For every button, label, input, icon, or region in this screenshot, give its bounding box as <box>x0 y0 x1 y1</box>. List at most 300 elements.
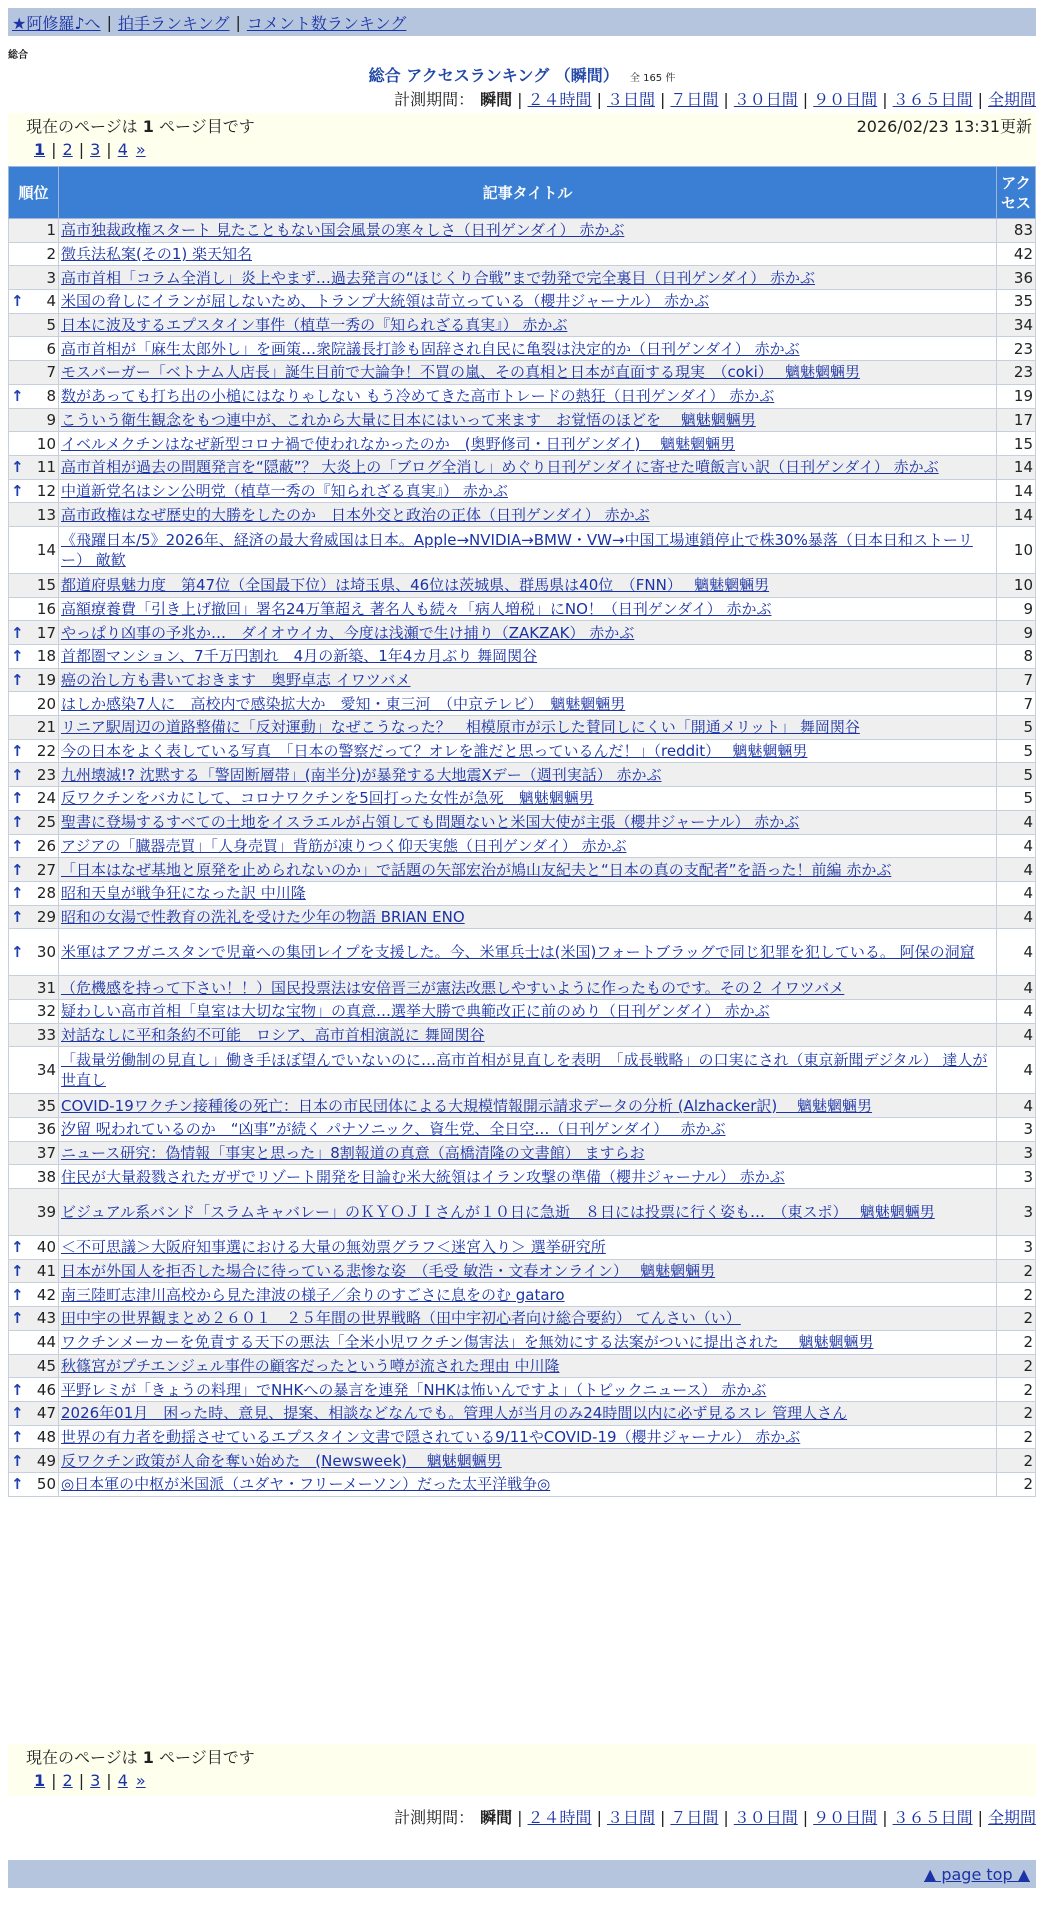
status-box-bottom <box>8 1744 1036 1796</box>
article-link[interactable]: 昭和の女湯で性教育の洗礼を受けた少年の物語 BRIAN ENO <box>61 907 465 926</box>
period-option[interactable]: ３０日間 <box>733 1808 798 1827</box>
article-link[interactable]: 日本に波及するエプスタイン事件（植草一秀の『知られざる真実』） 赤かぶ <box>61 316 568 335</box>
access-count: 2 <box>997 1307 1036 1331</box>
rank-number: 16 <box>36 599 56 618</box>
article-link[interactable]: モスバーガー「ベトナム人店長」誕生目前で大論争！不買の嵐、その真相と日本が直面する現実 （coki） 魑魅魍魎男 <box>61 363 861 382</box>
article-link[interactable]: 「裁量労働制の見直し」働き手ほぼ望んでいないのに…高市首相が見直しを表明 「成長戦略」の口実にされ（東京新聞デジタル） 達人が世直し <box>61 1051 988 1090</box>
rank-cell <box>9 1023 59 1047</box>
article-link[interactable]: 米国の脅しにイランが屈しないため、トランプ大統領は苛立っている（櫻井ジャーナル） 赤かぶ <box>61 292 710 311</box>
article-link[interactable]: 《飛躍日本/5》2026年、経済の最大脅威国は日本。Apple→NVIDIA→BMW・VW→中国工場連鎖停止で株30%暴落（日本日和ストーリー） 敵歓 <box>61 530 973 569</box>
article-link[interactable]: 九州壊滅!? 沈黙する「警固断層帯」(南半分)が暴発する大地震Xデー（週刊実話） 赤かぶ <box>61 765 662 784</box>
rank-cell <box>9 692 59 716</box>
table-row <box>9 1094 1036 1118</box>
title-cell <box>59 573 997 597</box>
header-access: アクセス <box>997 167 1036 219</box>
rank-cell <box>9 999 59 1023</box>
rank-number: 44 <box>36 1333 56 1352</box>
rank-cell <box>9 219 59 243</box>
period-option[interactable]: 全期間 <box>987 1808 1036 1827</box>
rank-number: 29 <box>36 907 56 926</box>
rank-up-arrow-icon: ↑ <box>11 765 24 784</box>
rank-up-arrow-icon: ↑ <box>11 671 24 690</box>
rank-cell <box>9 1425 59 1449</box>
footer-bar <box>8 1860 1036 1888</box>
rank-cell <box>9 1236 59 1260</box>
current-page-text: 現在のページは 1 ページ目です <box>26 1747 255 1767</box>
title-cell <box>59 810 997 834</box>
access-count: 10 <box>997 573 1036 597</box>
pagination-page[interactable]: 1 <box>34 139 46 159</box>
rank-number: 33 <box>36 1025 56 1044</box>
rank-up-arrow-icon: ↑ <box>11 1309 24 1328</box>
table-row <box>9 1236 1036 1260</box>
rank-cell <box>9 1094 59 1118</box>
period-separator: | <box>659 90 666 109</box>
period-option[interactable]: ３日間 <box>606 1808 655 1827</box>
title-cell <box>59 1236 997 1260</box>
table-row <box>9 1047 1036 1094</box>
table-row <box>9 881 1036 905</box>
table-row <box>9 242 1036 266</box>
article-link[interactable]: 汐留 呪われているのか “凶事”が続く パナソニック、資生党、全日空…（日刊ゲンダイ） 赤かぶ <box>61 1120 726 1139</box>
period-option[interactable]: ２４時間 <box>527 1808 592 1827</box>
access-count: 3 <box>997 1118 1036 1142</box>
rank-number: 43 <box>36 1309 56 1328</box>
article-link[interactable]: 反ワクチン政策が人命を奪い始めた (Newsweek) 魑魅魍魎男 <box>61 1451 502 1470</box>
ranking-table <box>8 166 1036 1497</box>
rank-number: 17 <box>36 623 56 642</box>
title-cell <box>59 1047 997 1094</box>
access-count: 42 <box>997 242 1036 266</box>
rank-up-arrow-icon: ↑ <box>11 1380 24 1399</box>
article-link[interactable]: はしか感染7人に 高校内で感染拡大か 愛知・東三河 （中京テレビ） 魑魅魍魎男 <box>61 694 626 713</box>
total-count: 全 165 件 <box>629 73 676 84</box>
article-link[interactable]: やっぱり凶事の予兆か… ダイオウイカ、今度は浅瀬で生け捕り（ZAKZAK） 赤かぶ <box>61 623 635 642</box>
nav-link-asyura[interactable]: ★阿修羅♪へ <box>12 13 101 33</box>
period-separator: | <box>977 90 983 109</box>
rank-up-arrow-icon: ↑ <box>11 813 24 832</box>
table-row <box>9 503 1036 527</box>
title-cell <box>59 929 997 976</box>
rank-cell <box>9 503 59 527</box>
access-count: 2 <box>997 1425 1036 1449</box>
access-count: 2 <box>997 1449 1036 1473</box>
table-row <box>9 1259 1036 1283</box>
rank-number: 20 <box>36 694 56 713</box>
period-separator: | <box>977 1808 983 1827</box>
title-cell <box>59 1378 997 1402</box>
table-row <box>9 290 1036 314</box>
title-cell <box>59 716 997 740</box>
rank-number: 46 <box>36 1380 56 1399</box>
rank-number: 48 <box>36 1427 56 1446</box>
rank-up-arrow-icon: ↑ <box>11 481 24 500</box>
rank-cell <box>9 1401 59 1425</box>
access-count: 19 <box>997 384 1036 408</box>
rank-up-arrow-icon: ↑ <box>11 943 24 962</box>
title-cell <box>59 1425 997 1449</box>
rank-number: 41 <box>36 1262 56 1281</box>
rank-cell <box>9 645 59 669</box>
article-link[interactable]: こういう衛生観念をもつ連中が、これから大量に日本にはいって来ます お覚悟のほどを 魑魅魍魎男 <box>61 410 756 429</box>
access-count: 14 <box>997 503 1036 527</box>
access-count: 4 <box>997 1047 1036 1094</box>
pagination-next[interactable]: » <box>135 1770 146 1790</box>
article-link[interactable]: 中道新党名はシン公明党（植草一秀の『知られざる真実』） 赤かぶ <box>61 481 508 500</box>
access-count: 5 <box>997 787 1036 811</box>
table-row <box>9 1141 1036 1165</box>
nav-link-comment-ranking[interactable]: コメント数ランキング <box>246 13 407 33</box>
article-link[interactable]: 「日本はなぜ基地と原発を止められないのか」で話題の矢部宏治が鳩山友紀夫と“日本の真の支配者”を語った！前編 赤かぶ <box>61 860 892 879</box>
title-cell <box>59 1165 997 1189</box>
header-rank: 順位 <box>9 167 59 219</box>
table-row <box>9 692 1036 716</box>
table-row <box>9 455 1036 479</box>
period-label: 計測期間： <box>394 1808 475 1827</box>
rank-number: 26 <box>36 836 56 855</box>
article-link[interactable]: 高市首相が「麻生太郎外し」を画策…衆院議長打診も固辞され自民に亀裂は決定的か（日刊ゲンダイ） 赤かぶ <box>61 339 800 358</box>
article-link[interactable]: 徴兵法私案(その1) 楽天知名 <box>61 245 253 264</box>
rank-cell <box>9 1449 59 1473</box>
access-count: 7 <box>997 668 1036 692</box>
access-count: 4 <box>997 905 1036 929</box>
rank-up-arrow-icon: ↑ <box>11 458 24 477</box>
title-cell <box>59 1141 997 1165</box>
period-separator: | <box>882 1808 888 1827</box>
article-link[interactable]: 高額療養費「引き上げ撤回」署名24万筆超え 著名人も続々「病人増税」にNO！（日刊ゲンダイ） 赤かぶ <box>61 599 772 618</box>
table-row <box>9 266 1036 290</box>
table-row <box>9 1378 1036 1402</box>
rank-up-arrow-icon: ↑ <box>11 884 24 903</box>
table-row <box>9 976 1036 1000</box>
pagination-page[interactable]: 2 <box>62 139 73 159</box>
title-cell <box>59 361 997 385</box>
period-separator: | <box>802 1808 809 1827</box>
rank-cell <box>9 1472 59 1496</box>
table-row <box>9 337 1036 361</box>
article-link[interactable]: 数があっても打ち出の小槌にはなりゃしない もう冷めてきた高市トレードの熱狂（日刊ゲンダイ） 赤かぶ <box>61 387 775 406</box>
pagination-separator: | <box>51 139 57 159</box>
access-count: 9 <box>997 621 1036 645</box>
rank-number: 39 <box>36 1203 56 1222</box>
rank-cell <box>9 526 59 573</box>
article-link[interactable]: 平野レミが「きょうの料理」でNHKへの暴言を連発「NHKは怖いんですよ」（トピックニュース） 赤かぶ <box>61 1380 767 1399</box>
title-cell <box>59 432 997 456</box>
rank-cell <box>9 242 59 266</box>
table-row <box>9 1354 1036 1378</box>
access-count: 3 <box>997 1236 1036 1260</box>
rank-number: 6 <box>46 339 56 358</box>
rank-number: 21 <box>36 718 56 737</box>
table-row <box>9 905 1036 929</box>
rank-cell <box>9 1141 59 1165</box>
access-count: 83 <box>997 219 1036 243</box>
table-row <box>9 1189 1036 1236</box>
rank-number: 34 <box>36 1061 56 1080</box>
period-separator: | <box>723 1808 729 1827</box>
article-link[interactable]: 米軍はアフガニスタンで児童への集団レイプを支援した。今、米軍兵士は(米国)フォートブラッグで同じ犯罪を犯している。 阿保の洞窟 <box>61 943 975 962</box>
rank-cell <box>9 1330 59 1354</box>
rank-number: 32 <box>36 1002 56 1021</box>
period-option[interactable]: ３０日間 <box>733 90 798 109</box>
article-link[interactable]: ニュース研究：偽情報「事実と思った」8割報道の真意（高橋清隆の文書館） ますらお <box>61 1144 645 1163</box>
rank-number: 45 <box>36 1356 56 1375</box>
article-link[interactable]: 高市独裁政権スタート 見たこともない国会風景の寒々しさ（日刊ゲンダイ） 赤かぶ <box>61 221 625 240</box>
article-link[interactable]: 今の日本をよく表している写真 「日本の警察だって？オレを誰だと思っているんだ！」（reddit） 魑魅魍魎男 <box>61 742 808 761</box>
pagination-page[interactable]: 4 <box>117 1770 128 1790</box>
rank-up-arrow-icon: ↑ <box>11 860 24 879</box>
rank-cell <box>9 1047 59 1094</box>
pagination-separator: | <box>78 139 85 159</box>
article-link[interactable]: 聖書に登場するすべての土地をイスラエルが占領しても問題ないと米国大使が主張（櫻井ジャーナル） 赤かぶ <box>61 813 800 832</box>
rank-number: 19 <box>36 671 56 690</box>
access-count: 5 <box>997 739 1036 763</box>
rank-cell <box>9 763 59 787</box>
pagination-page[interactable]: 2 <box>62 1770 73 1790</box>
pagination-separator: | <box>51 1770 57 1790</box>
period-option[interactable]: ９０日間 <box>813 1808 878 1827</box>
rank-number: 8 <box>46 387 56 406</box>
period-separator: | <box>596 1808 602 1827</box>
pagination-bottom <box>26 1768 1036 1792</box>
rank-cell <box>9 1165 59 1189</box>
article-link[interactable]: 反ワクチンをバカにして、コロナワクチンを5回打った女性が急死 魑魅魍魎男 <box>61 789 594 808</box>
pagination-page[interactable]: 4 <box>117 139 128 159</box>
pagination-separator: | <box>106 139 112 159</box>
article-link[interactable]: 昭和天皇が戦争狂になった訳 中川隆 <box>61 884 306 903</box>
access-count: 3 <box>997 1165 1036 1189</box>
period-option[interactable]: ３日間 <box>606 90 655 109</box>
title-cell <box>59 1330 997 1354</box>
access-count: 4 <box>997 1094 1036 1118</box>
page-top-link[interactable]: ▲ page top ▲ <box>923 1864 1030 1884</box>
rank-number: 1 <box>46 221 56 240</box>
rank-cell <box>9 313 59 337</box>
table-row <box>9 479 1036 503</box>
table-row <box>9 1165 1036 1189</box>
rank-up-arrow-icon: ↑ <box>11 1285 24 1304</box>
rank-up-arrow-icon: ↑ <box>11 1262 24 1281</box>
rank-number: 37 <box>36 1144 56 1163</box>
rank-cell <box>9 1354 59 1378</box>
table-row <box>9 384 1036 408</box>
rank-cell <box>9 834 59 858</box>
period-option[interactable]: 全期間 <box>987 90 1036 109</box>
rank-number: 15 <box>36 576 56 595</box>
title-cell <box>59 858 997 882</box>
period-option[interactable]: ２４時間 <box>527 90 592 109</box>
nav-link-applause-ranking[interactable]: 拍手ランキング <box>117 13 230 33</box>
table-row <box>9 1307 1036 1331</box>
article-link[interactable]: （危機感を持って下さい！！）国民投票法は安倍晋三が憲法改悪しやすいように作ったものです。その２ イワツバメ <box>61 978 845 997</box>
access-count: 2 <box>997 1472 1036 1496</box>
access-count: 4 <box>997 858 1036 882</box>
rank-number: 42 <box>36 1285 56 1304</box>
period-label: 計測期間： <box>394 90 475 109</box>
article-link[interactable]: 疑わしい高市首相「皇室は大切な宝物」の真意…選挙大勝で典範改正に前のめり（日刊ゲンダイ） 赤かぶ <box>61 1002 770 1021</box>
access-count: 35 <box>997 290 1036 314</box>
access-count: 2 <box>997 1401 1036 1425</box>
period-separator: | <box>517 1808 523 1827</box>
rank-cell <box>9 384 59 408</box>
table-row <box>9 597 1036 621</box>
article-link[interactable]: ＜不可思議＞大阪府知事選における大量の無効票グラフ＜迷宮入り＞ 選挙研究所 <box>61 1238 606 1257</box>
status-box-top <box>8 113 1036 165</box>
article-link[interactable]: 癌の治し方も書いておきます 奥野卓志 イワツバメ <box>61 671 411 690</box>
period-separator: | <box>882 90 888 109</box>
access-count: 2 <box>997 1283 1036 1307</box>
updated-time: 2026/02/23 13:31更新 <box>856 116 1032 136</box>
rank-cell <box>9 1189 59 1236</box>
access-count: 5 <box>997 716 1036 740</box>
period-separator: | <box>659 1808 666 1827</box>
article-link[interactable]: 2026年01月 困った時、意見、提案、相談などなんでも。管理人が当月のみ24時間以内に必ず見るスレ 管理人さん <box>61 1404 848 1423</box>
title-cell <box>59 479 997 503</box>
period-option[interactable]: ７日間 <box>670 1808 719 1827</box>
table-row <box>9 1472 1036 1496</box>
pagination-separator: | <box>106 1770 112 1790</box>
title-cell <box>59 313 997 337</box>
table-row <box>9 834 1036 858</box>
title-cell <box>59 219 997 243</box>
pagination-page[interactable]: 1 <box>34 1770 46 1790</box>
rank-cell <box>9 858 59 882</box>
access-count: 15 <box>997 432 1036 456</box>
title-cell <box>59 668 997 692</box>
article-link[interactable]: ◎日本軍の中枢が米国派（ユダヤ・フリーメーソン）だった太平洋戦争◎ <box>61 1475 551 1494</box>
pagination-page[interactable]: 3 <box>90 1770 101 1790</box>
rank-up-arrow-icon: ↑ <box>11 387 24 406</box>
rank-cell <box>9 787 59 811</box>
table-row <box>9 219 1036 243</box>
pagination-next[interactable]: » <box>135 139 146 159</box>
access-count: 2 <box>997 1354 1036 1378</box>
title-cell <box>59 290 997 314</box>
title-cell <box>59 787 997 811</box>
rank-number: 31 <box>36 978 56 997</box>
period-option: 瞬間 <box>480 90 513 109</box>
rank-up-arrow-icon: ↑ <box>11 742 24 761</box>
rank-cell <box>9 976 59 1000</box>
article-link[interactable]: COVID-19ワクチン接種後の死亡：日本の市民団体による大規模情報開示請求データの分析 (Alzhacker訳) 魑魅魍魎男 <box>61 1096 873 1115</box>
table-row <box>9 1118 1036 1142</box>
article-link[interactable]: リニア駅周辺の道路整備に「反対運動」なぜこうなった？ 相模原市が示した賛同しにくい「開通メリット」 舞岡関谷 <box>61 718 860 737</box>
rank-up-arrow-icon: ↑ <box>11 623 24 642</box>
article-link[interactable]: 高市政権はなぜ歴史的大勝をしたのか 日本外交と政治の正体（日刊ゲンダイ） 赤かぶ <box>61 505 650 524</box>
title-cell <box>59 503 997 527</box>
article-link[interactable]: アジアの「臓器売買」「人身売買」背筋が凍りつく仰天実態（日刊ゲンダイ） 赤かぶ <box>61 836 627 855</box>
rank-up-arrow-icon: ↑ <box>11 1451 24 1470</box>
title-cell <box>59 408 997 432</box>
period-option[interactable]: ３６５日間 <box>892 1808 973 1827</box>
title-cell <box>59 905 997 929</box>
title-cell <box>59 1401 997 1425</box>
table-row <box>9 313 1036 337</box>
article-link[interactable]: イベルメクチンはなぜ新型コロナ禍で使われなかったのか (奥野修司・日刊ゲンダイ) 魑魅魍魎男 <box>61 434 736 453</box>
access-count: 36 <box>997 266 1036 290</box>
rank-up-arrow-icon: ↑ <box>11 1238 24 1257</box>
access-count: 23 <box>997 337 1036 361</box>
title-cell <box>59 1449 997 1473</box>
article-link[interactable]: 住民が大量殺戮されたガザでリゾート開発を目論む米大統領はイラン攻撃の準備（櫻井ジャーナル） 赤かぶ <box>61 1167 785 1186</box>
access-count: 5 <box>997 763 1036 787</box>
rank-cell <box>9 1283 59 1307</box>
title-cell <box>59 266 997 290</box>
access-count: 4 <box>997 929 1036 976</box>
table-row <box>9 763 1036 787</box>
rank-cell <box>9 1378 59 1402</box>
rank-cell <box>9 810 59 834</box>
article-link[interactable]: ワクチンメーカーを免責する天下の悪法「全米小児ワクチン傷害法」を無効にする法案がついに提出された 魑魅魍魎男 <box>61 1333 874 1352</box>
period-separator: | <box>517 90 523 109</box>
rank-cell <box>9 739 59 763</box>
period-option[interactable]: ３６５日間 <box>892 90 973 109</box>
rank-number: 28 <box>36 884 56 903</box>
article-link[interactable]: 都道府県魅力度 第47位（全国最下位）は埼玉県、46位は茨城県、群馬県は40位 （FNN） 魑魅魍魎男 <box>61 576 770 595</box>
pagination-page[interactable]: 3 <box>90 139 101 159</box>
article-link[interactable]: 首都圏マンション、7千万円割れ 4月の新築、1年4カ月ぶり 舞岡関谷 <box>61 647 538 666</box>
period-option[interactable]: ７日間 <box>670 90 719 109</box>
title-cell <box>59 1094 997 1118</box>
rank-number: 23 <box>36 765 56 784</box>
access-count: 8 <box>997 645 1036 669</box>
access-count: 34 <box>997 313 1036 337</box>
article-link[interactable]: 田中宇の世界観まとめ２６０１ ２５年間の世界戦略（田中宇初心者向け総合要約） てんさい（い） <box>61 1309 741 1328</box>
period-option[interactable]: ９０日間 <box>813 90 878 109</box>
rank-cell <box>9 479 59 503</box>
table-row <box>9 668 1036 692</box>
pagination-top <box>26 137 1036 161</box>
article-link[interactable]: 日本が外国人を拒否した場合に待っている悲惨な姿 （毛受 敏浩・文春オンライン） 魑魅魍魎男 <box>61 1262 716 1281</box>
rank-number: 35 <box>36 1096 56 1115</box>
rank-cell <box>9 1307 59 1331</box>
access-count: 14 <box>997 479 1036 503</box>
article-link[interactable]: 高市首相「コラム全消し」炎上やまず…過去発言の“ほじくり合戦”まで勃発で完全裏目（日刊ゲンダイ） 赤かぶ <box>61 268 815 287</box>
table-row <box>9 929 1036 976</box>
rank-cell <box>9 266 59 290</box>
table-row <box>9 739 1036 763</box>
article-link[interactable]: 秋篠宮がプチエンジェル事件の顧客だったという噂が流された理由 中川隆 <box>61 1356 560 1375</box>
table-row <box>9 1401 1036 1425</box>
rank-cell <box>9 881 59 905</box>
table-row <box>9 573 1036 597</box>
article-link[interactable]: 世界の有力者を動揺させているエプスタイン文書で隠されている9/11やCOVID-19（櫻井ジャーナル） 赤かぶ <box>61 1427 801 1446</box>
title-cell <box>59 1283 997 1307</box>
rank-up-arrow-icon: ↑ <box>11 1404 24 1423</box>
article-link[interactable]: ビジュアル系バンド「スラムキャバレー」のＫＹＯＪＩさんが１０日に急逝 ８日には投票に行く姿も… （東スポ） 魑魅魍魎男 <box>61 1203 935 1222</box>
title-cell <box>59 526 997 573</box>
period-separator: | <box>596 90 602 109</box>
title-cell <box>59 976 997 1000</box>
article-link[interactable]: 高市首相が過去の問題発言を“隠蔽”？ 大炎上の「ブログ全消し」めぐり日刊ゲンダイに寄せた噴飯言い訳（日刊ゲンダイ） 赤かぶ <box>61 458 939 477</box>
rank-number: 11 <box>36 458 56 477</box>
rank-cell <box>9 905 59 929</box>
article-link[interactable]: 南三陸町志津川高校から見た津波の様子／余りのすごさに息をのむ gataro <box>61 1285 565 1304</box>
rank-number: 3 <box>46 268 56 287</box>
title-cell <box>59 1023 997 1047</box>
title-cell <box>59 692 997 716</box>
rank-cell <box>9 621 59 645</box>
access-count: 23 <box>997 361 1036 385</box>
title-cell <box>59 1307 997 1331</box>
article-link[interactable]: 対話なしに平和条約不可能 ロシア、高市首相演説に 舞岡関谷 <box>61 1025 485 1044</box>
rank-number: 47 <box>36 1404 56 1423</box>
rank-number: 9 <box>46 410 56 429</box>
access-count: 4 <box>997 810 1036 834</box>
period-separator: | <box>802 90 809 109</box>
access-count: 14 <box>997 455 1036 479</box>
title-row <box>0 63 1044 86</box>
